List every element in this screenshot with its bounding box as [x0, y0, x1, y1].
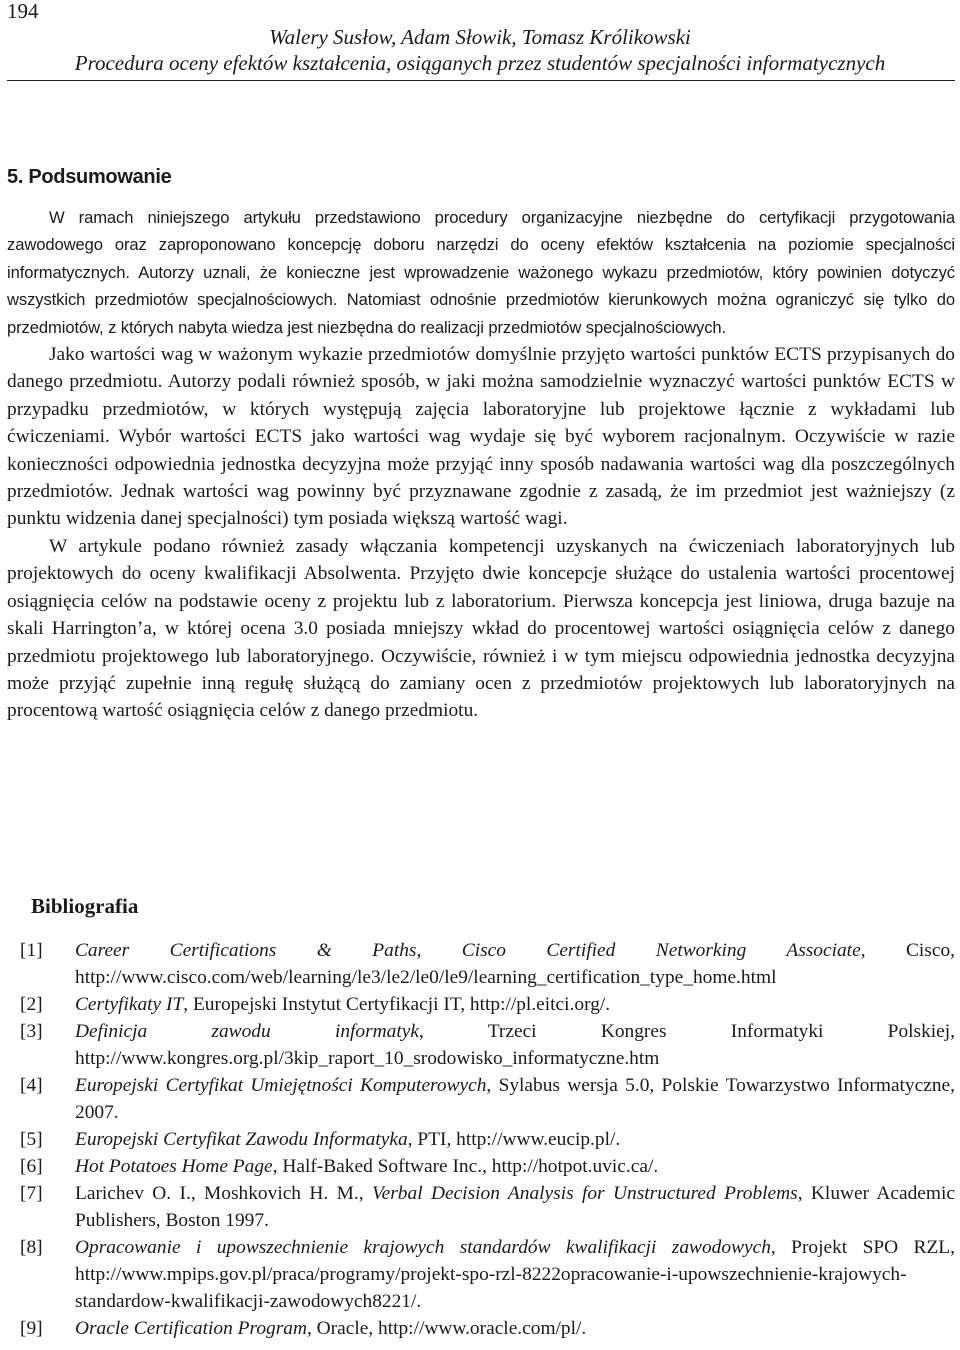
bibliography-entry: [20, 1153, 955, 1180]
entry-text: [75, 937, 955, 991]
entry-title: Definicja zawodu informatyk: [75, 1021, 419, 1042]
paragraph-text: W ramach niniejszego artykułu przedstawiono procedury organizacyjne niezbędne do certyfikacji przygotowania zawodowego oraz zaproponowano koncepcję doboru narzędzi do oceny efektów kształcenia na poziomie specjalności informatycznych.: [7, 208, 955, 282]
bibliography-entry: [20, 1018, 955, 1072]
entry-text: [75, 1180, 955, 1234]
entry-rest: , Oracle, http://www.oracle.com/pl/.: [306, 1318, 587, 1339]
bibliography-entry: [20, 1072, 955, 1126]
entry-title: Opracowanie i upowszechnienie krajowych standardów kwalifikacji zawodowych: [75, 1237, 771, 1258]
entry-text: [75, 1153, 955, 1180]
bibliography-entry: [20, 991, 955, 1018]
entry-text: [75, 991, 955, 1018]
paragraph: Jako wartości wag w ważonym wykazie przedmiotów domyślnie przyjęto wartości punktów ECTS przypisanych do danego przedmiotu. Autorzy podali również sposób, w jaki można samodzielnie wyznaczyć wartości punktów ECTS w przypadku przedmiotów, w których występują zajęcia laboratoryjne lub projektowe łącznie z wykładami lub ćwiczeniami. Wybór wartości ECTS jako wartości wag wydaje się być wyborem racjonalnym. Oczywiście w razie konieczności odpowiednia jednostka decyzyjna może przyjąć inny sposób nadawania wartości wag dla poszczególnych przedmiotów. Jednak wartości wag powinny być przyznawane zgodnie z zasadą, że im przedmiot jest ważniejszy (z punktu widzenia danej specjalności) tym posiada większą wartość wagi.: [7, 344, 955, 530]
entry-number: [5]: [20, 1129, 43, 1150]
entry-rest: , Cisco, http://www.cisco.com/web/learning/le3/le2/le0/le9/learning_certification_type_home.html: [75, 940, 956, 988]
bibliography-entry: [20, 1126, 955, 1153]
entry-title: Certyfikaty IT: [75, 994, 184, 1015]
bibliography-title: Bibliografia: [31, 894, 139, 918]
entry-title: Europejski Certyfikat Zawodu Informatyka: [75, 1129, 408, 1150]
summary-body: [7, 204, 955, 725]
entry-number: [2]: [20, 994, 43, 1015]
bibliography-entry: [20, 1234, 955, 1315]
entry-number: [7]: [20, 1183, 43, 1204]
running-header: [0, 24, 960, 76]
entry-number: [3]: [20, 1021, 43, 1042]
entry-title: Career Certifications & Paths, Cisco Certified Networking Associate: [75, 940, 861, 961]
entry-rest: , Projekt SPO RZL, http://www.mpips.gov.pl/praca/programy/projekt-spo-rzl-8222opracowanie-i-upowszechnienie-krajowych-standardow-kwalifikacji-zawodowych8221/.: [75, 1237, 956, 1312]
page-number: 194: [7, 0, 39, 23]
entry-pre: Larichev O. I., Moshkovich H. M.,: [75, 1183, 372, 1204]
entry-rest: , Kluwer Academic Publishers, Boston 1997.: [75, 1183, 955, 1231]
entry-title: Europejski Certyfikat Umiejętności Komputerowych: [75, 1075, 487, 1096]
bibliography-entry: [20, 1180, 955, 1234]
paragraph-text: Autorzy uznali, że konieczne jest wprowadzenie ważonego wykazu przedmiotów, który powinien dotyczyć wszystkich przedmiotów specjalnościowych. Natomiast odnośnie przedmiotów kierunkowych można ograniczyć się tylko do przedmiotów, z których nabyta wiedza jest niezbędna do realizacji przedmiotów specjalnościowych.: [7, 262, 955, 337]
header-title: Procedura oceny efektów kształcenia, osiąganych przez studentów specjalności informatycznych: [74, 51, 886, 75]
entry-text: [75, 1072, 955, 1126]
paragraph: W artykule podano również zasady włączania kompetencji uzyskanych na ćwiczeniach laboratoryjnych lub projektowych do oceny kwalifikacji Absolwenta. Przyjęto dwie koncepcje służące do ustalenia wartości procentowej osiągnięcia celów na podstawie oceny z projektu lub z laboratorium. Pierwsza koncepcja jest liniowa, druga bazuje na skali Harrington’a, w której ocena 3.0 posiada mniejszy wkład do procentowej wartości osiągnięcia celów z danego przedmiotu projektowego lub laboratoryjnego. Oczywiście, również i w tym miejscu odpowiednia jednostka decyzyjna może przyjąć zupełnie inną regułę służącą do zamiany ocen z przedmiotów projektowych lub laboratoryjnych na procentową wartość osiągnięcia celów z danego przedmiotu.: [7, 535, 955, 722]
entry-number: [6]: [20, 1156, 43, 1177]
entry-rest: , Sylabus wersja 5.0, Polskie Towarzystwo Informatyczne, 2007.: [75, 1075, 955, 1123]
entry-number: [4]: [20, 1075, 43, 1096]
paragraph: [7, 204, 955, 341]
bibliography-entry: [20, 937, 955, 991]
entry-text: [75, 1018, 955, 1072]
bibliography-entry: [20, 1315, 955, 1342]
bibliography-list: [20, 937, 955, 1342]
entry-title: Oracle Certification Program: [75, 1318, 307, 1339]
header-rule: [7, 80, 955, 81]
header-authors: Walery Susłow, Adam Słowik, Tomasz Królikowski: [269, 25, 691, 49]
section-title: 5. Podsumowanie: [7, 166, 172, 188]
entry-rest: , Trzeci Kongres Informatyki Polskiej, http://www.kongres.org.pl/3kip_raport_10_srodowisko_informatyczne.htm: [75, 1021, 956, 1069]
entry-rest: , PTI, http://www.eucip.pl/.: [407, 1129, 621, 1150]
entry-text: [75, 1126, 955, 1153]
entry-rest: , Half-Baked Software Inc., http://hotpot.uvic.ca/.: [272, 1156, 659, 1177]
entry-number: [8]: [20, 1237, 43, 1258]
entry-number: [9]: [20, 1318, 43, 1339]
entry-rest: , Europejski Instytut Certyfikacji IT, http://pl.eitci.org/.: [183, 994, 611, 1015]
entry-title: Hot Potatoes Home Page: [75, 1156, 273, 1177]
entry-title: Verbal Decision Analysis for Unstructured Problems: [371, 1183, 798, 1204]
entry-number: [1]: [20, 940, 43, 961]
entry-text: [75, 1315, 955, 1342]
entry-text: [75, 1234, 955, 1315]
